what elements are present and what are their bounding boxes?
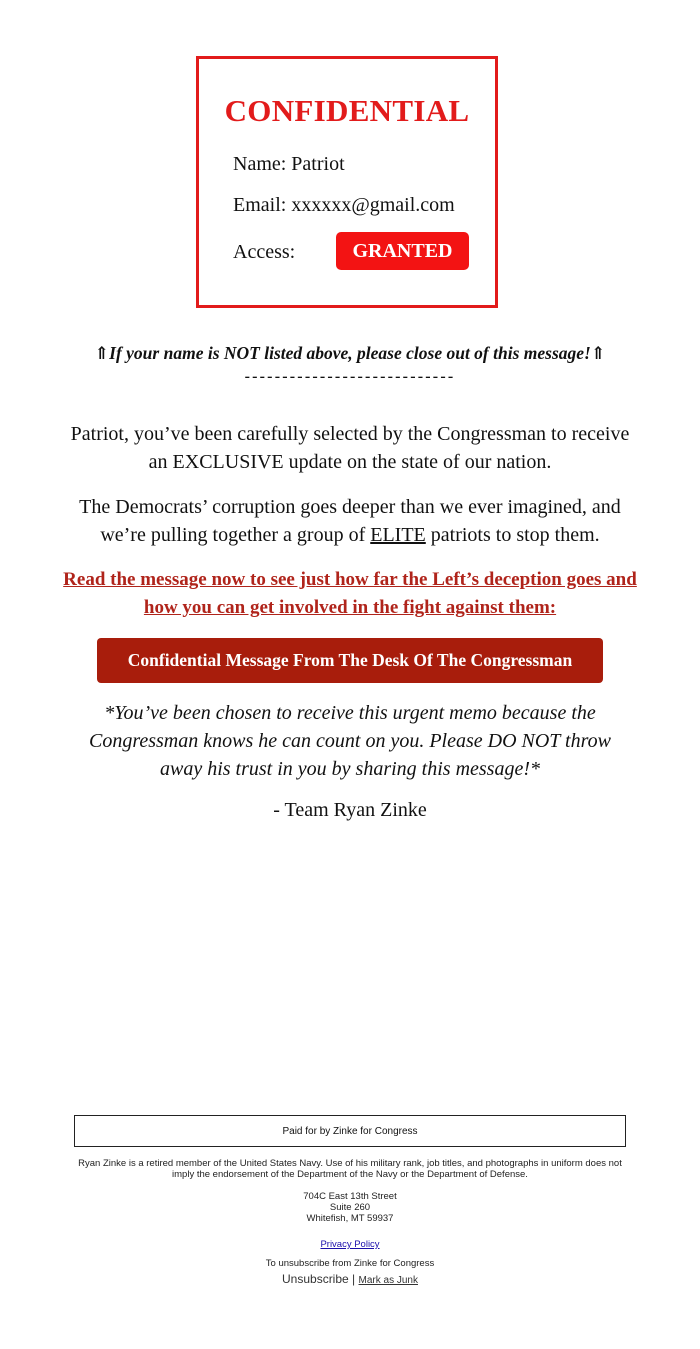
dashed-divider: ---------------------------- xyxy=(244,368,456,385)
signature: - Team Ryan Zinke xyxy=(273,799,427,821)
granted-badge: GRANTED xyxy=(336,232,469,270)
email-line: Email: xxxxxx@gmail.com xyxy=(233,194,455,216)
intro-paragraph: Patriot, you’ve been carefully selected by the Congressman to receive an EXCLUSIVE update on the state of our nation. xyxy=(70,423,630,473)
confidential-title: CONFIDENTIAL xyxy=(224,93,470,128)
urgent-memo-note: *You’ve been chosen to receive this urgent memo because the Congressman knows he can count on you. Please DO NOT throw away his trust in you by sharing this message!* xyxy=(88,702,611,780)
corruption-text-start: The Democrats’ corruption goes deeper than we ever imagined, and we’re pulling together a group of xyxy=(79,496,621,546)
confidential-message-button[interactable]: Confidential Message From The Desk Of The Congressman xyxy=(97,638,603,683)
read-message-link[interactable]: Read the message now to see just how far the Left’s deception goes and how you can get involved in the fight against them: xyxy=(63,569,637,618)
unsubscribe-link[interactable]: Unsubscribe xyxy=(282,1272,349,1286)
corruption-paragraph xyxy=(70,493,630,549)
mailing-address xyxy=(74,1191,626,1224)
name-line: Name: Patriot xyxy=(233,153,345,175)
confidential-badge xyxy=(196,56,498,308)
paid-for-box xyxy=(74,1115,626,1147)
paid-for-text: Paid for by Zinke for Congress xyxy=(282,1125,418,1137)
name-warning: ⇑If your name is NOT listed above, please close out of this message!⇑ xyxy=(94,343,606,363)
unsubscribe-separator: | xyxy=(352,1272,356,1286)
access-label: Access: xyxy=(233,241,296,263)
address-line-2: Suite 260 xyxy=(329,1202,371,1213)
corruption-text-end: patriots to stop them. xyxy=(425,524,600,546)
unsubscribe-row xyxy=(74,1272,626,1288)
unsubscribe-note: To unsubscribe from Zinke for Congress xyxy=(265,1258,435,1269)
elite-word: ELITE xyxy=(370,524,426,546)
military-disclaimer: Ryan Zinke is a retired member of the United States Navy. Use of his military rank, job titles, and photographs in uniform does not imply the endorsement of the Department of the Navy or the Department of Defense. xyxy=(78,1158,622,1180)
address-line-3: Whitefish, MT 59937 xyxy=(306,1213,394,1224)
privacy-policy-link[interactable]: Privacy Policy xyxy=(320,1239,380,1250)
access-line xyxy=(233,239,453,264)
address-line-1: 704C East 13th Street xyxy=(303,1191,397,1202)
mark-as-junk-link[interactable]: Mark as Junk xyxy=(358,1275,418,1286)
